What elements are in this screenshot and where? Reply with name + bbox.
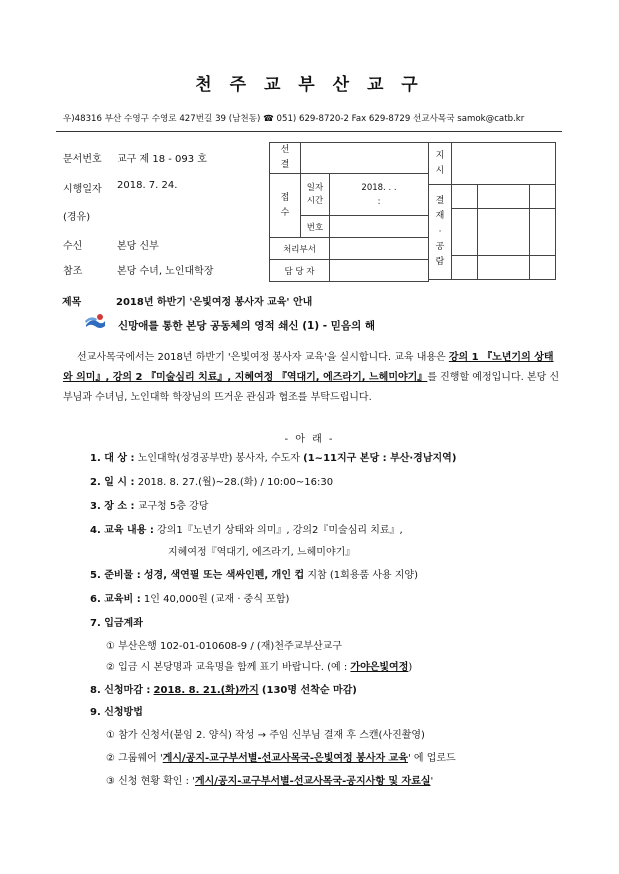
handler-label: 처리부서 bbox=[270, 238, 330, 260]
jeopsu-cell: 접수 bbox=[270, 174, 301, 238]
handler-value bbox=[330, 238, 429, 260]
item-fee: 6. 교육비 : 1인 40,000원 (교재 · 중식 포함) bbox=[90, 594, 290, 605]
diocese-motto: 신망애를 통한 본당 공동체의 영적 쇄신 (1) - 믿음의 해 bbox=[118, 320, 376, 332]
reference-value: 본당 수녀, 노인대학장 bbox=[117, 266, 214, 277]
reference-label: 참조 bbox=[63, 266, 83, 277]
item-method-a: ① 참가 신청서(붙임 2. 양식) 작성 → 주임 신부님 결재 후 스캔(사진촬영) bbox=[106, 730, 425, 741]
address-line: 우)48316 부산 수영구 수영로 427번길 39 (남천동) ☎ 051) 629-8720-2 Fax 629-8729 선교사목국 samok@catb.kr bbox=[63, 114, 525, 124]
jisi-cell: 지시 bbox=[429, 143, 452, 185]
item-method: 9. 신청방법 bbox=[90, 707, 143, 718]
person-label: 담 당 자 bbox=[270, 260, 330, 282]
approval-signatures bbox=[452, 185, 556, 280]
item-content-line2: 지혜여정『역대기, 에즈라기, 느헤미야기』 bbox=[168, 547, 356, 558]
seonggyeol-cell: 선결 bbox=[270, 143, 301, 174]
date-time-label: 일자 시간 bbox=[301, 174, 330, 216]
intro-paragraph: 선교사목국에서는 2018년 하반기 '은빛여정 봉사자 교육'을 실시합니다. 교육 내용은 강의 1 『노년기의 상태와 의미』, 강의 2 『미술심리 치료』, 지혜여정 『역대기, 에즈라기, 느헤미야기』를 진행할 예정입니다. 본당 신부님과 수녀님, 노인대학 학장님의 뜨거운 관심과 협조를 부탁드립니다. bbox=[63, 352, 560, 403]
item-content: 4. 교육 내용 : 강의1『노년기 상태와 의미』, 강의2『미술심리 치료』, bbox=[90, 525, 403, 536]
diocese-logo-icon bbox=[84, 313, 106, 331]
item-account-b: ② 입금 시 본당명과 교육명을 함께 표기 바랍니다. (예 : 가야은빛여정) bbox=[106, 662, 413, 673]
page-title: 천 주 교 부 산 교 구 bbox=[195, 75, 424, 95]
seonggyeol-sign-cell bbox=[301, 143, 429, 174]
jisi-sign-cell bbox=[452, 143, 556, 185]
number-label: 번호 bbox=[301, 216, 330, 238]
item-target: 1. 대 상 : 노인대학(성경공부반) 봉사자, 수도자 (1~11지구 본당 : 부산·경남지역) bbox=[90, 453, 457, 464]
number-value bbox=[330, 216, 429, 238]
approval-table bbox=[428, 142, 556, 280]
item-method-b: ② 그룹웨어 '게시/공지-교구부서별-선교사목국-은빛여정 봉사자 교육' 에 업로드 bbox=[106, 753, 456, 764]
date-label: 시행일자 bbox=[63, 184, 102, 195]
date-time-value: 2018. . . : bbox=[330, 174, 429, 216]
date-value: 2018. 7. 24. bbox=[117, 180, 178, 191]
via-label: (경유) bbox=[63, 212, 91, 223]
recipient-label: 수신 bbox=[63, 241, 83, 252]
arae-heading: - 아 래 - bbox=[284, 434, 335, 445]
item-account: 7. 입금계좌 bbox=[90, 618, 143, 629]
recipient-value: 본당 신부 bbox=[117, 241, 159, 252]
receipt-table bbox=[269, 142, 429, 282]
item-deadline: 8. 신청마감 : 2018. 8. 21.(화)까지 (130명 선착순 마감) bbox=[90, 685, 357, 696]
doc-no-value: 교구 제 18 - 093 호 bbox=[117, 154, 207, 165]
item-method-c: ③ 신청 현황 확인 : '게시/공지-교구부서별-선교사목국-공지사항 및 자료실' bbox=[106, 776, 434, 787]
header-divider bbox=[56, 131, 562, 132]
subject-text: 2018년 하반기 '은빛여정 봉사자 교육' 안내 bbox=[116, 297, 313, 308]
item-place: 3. 장 소 : 교구청 5층 강당 bbox=[90, 501, 209, 512]
doc-no-label: 문서번호 bbox=[63, 154, 102, 165]
person-value bbox=[330, 260, 429, 282]
subject-label: 제목 bbox=[62, 297, 82, 308]
item-supplies: 5. 준비물 : 성경, 색연필 또는 색싸인펜, 개인 컵 지참 (1회용품 사용 지양) bbox=[90, 570, 418, 581]
item-account-a: ① 부산은행 102-01-010608-9 / (재)천주교부산교구 bbox=[106, 641, 342, 652]
gyeoljae-gongram-cell: 결재 · 공람 bbox=[429, 185, 452, 280]
item-schedule: 2. 일 시 : 2018. 8. 27.(월)~28.(화) / 10:00~16:30 bbox=[90, 477, 334, 488]
